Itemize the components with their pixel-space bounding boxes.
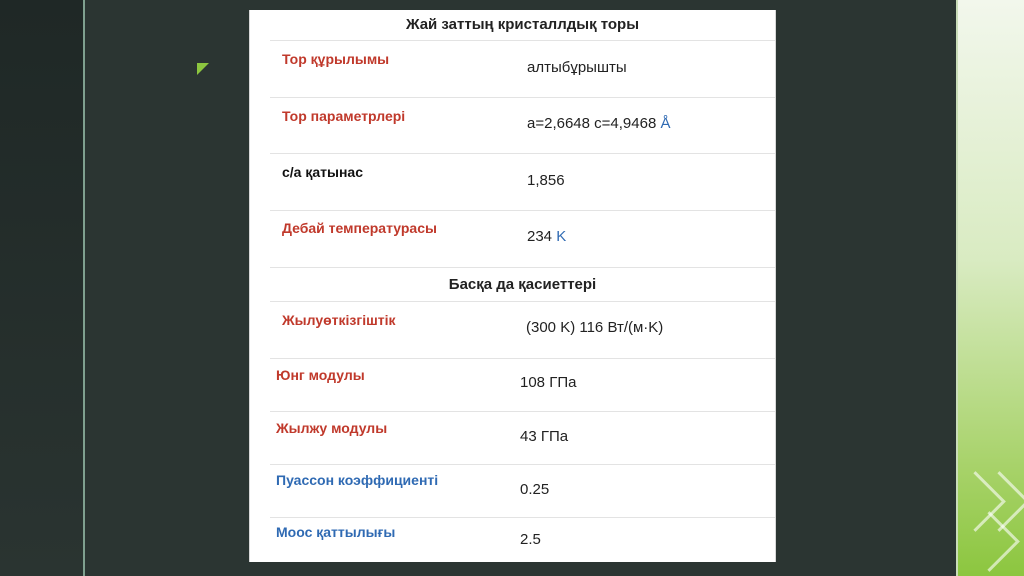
- table-row: [270, 302, 775, 359]
- row-label: Юнг модулы: [276, 367, 365, 383]
- section-header: [270, 268, 775, 302]
- angstrom-unit-link[interactable]: Å: [660, 115, 671, 132]
- table-row: [270, 518, 775, 561]
- kelvin-unit-link[interactable]: K: [556, 228, 567, 245]
- row-label: Жылжу модулы: [276, 420, 388, 436]
- row-label: Пуассон коэффициенті: [276, 472, 439, 488]
- row-value: [527, 115, 670, 132]
- table-row: [270, 359, 775, 412]
- row-value: (300 K) 116 Вт/(м·K): [526, 319, 664, 336]
- section-header: [270, 10, 775, 41]
- left-strip: [0, 0, 84, 576]
- row-label: c/a қатынас: [282, 164, 363, 180]
- row-value: [527, 228, 566, 245]
- row-label: Моос қаттылығы: [276, 524, 396, 540]
- debye-temp: 234: [527, 228, 557, 245]
- row-label: Жылуөткізгіштік: [282, 312, 396, 328]
- row-value: 2.5: [520, 531, 541, 548]
- lattice-params: a=2,6648 c=4,9468: [527, 115, 661, 132]
- table-row: [270, 465, 775, 518]
- table-row: [270, 154, 775, 211]
- row-value: 1,856: [527, 172, 565, 189]
- section-title: Басқа да қасиеттері: [448, 276, 597, 293]
- properties-table: [249, 10, 776, 562]
- table-row: [270, 41, 775, 98]
- row-value: алтыбұрышты: [527, 59, 627, 76]
- row-value: 0.25: [520, 481, 550, 498]
- section-title: Жай заттың кристаллдық торы: [405, 16, 640, 33]
- row-label: Тор параметрлері: [282, 108, 406, 124]
- row-label: Тор құрылымы: [282, 51, 390, 67]
- table-row: [270, 211, 775, 268]
- corner-arrow-icon: [197, 63, 209, 75]
- row-value: 108 ГПа: [520, 374, 577, 391]
- row-value: 43 ГПа: [520, 428, 569, 445]
- table-row: [270, 412, 775, 465]
- table-row: [270, 98, 775, 154]
- right-decorative-panel: [958, 0, 1024, 576]
- row-label: Дебай температурасы: [282, 220, 437, 236]
